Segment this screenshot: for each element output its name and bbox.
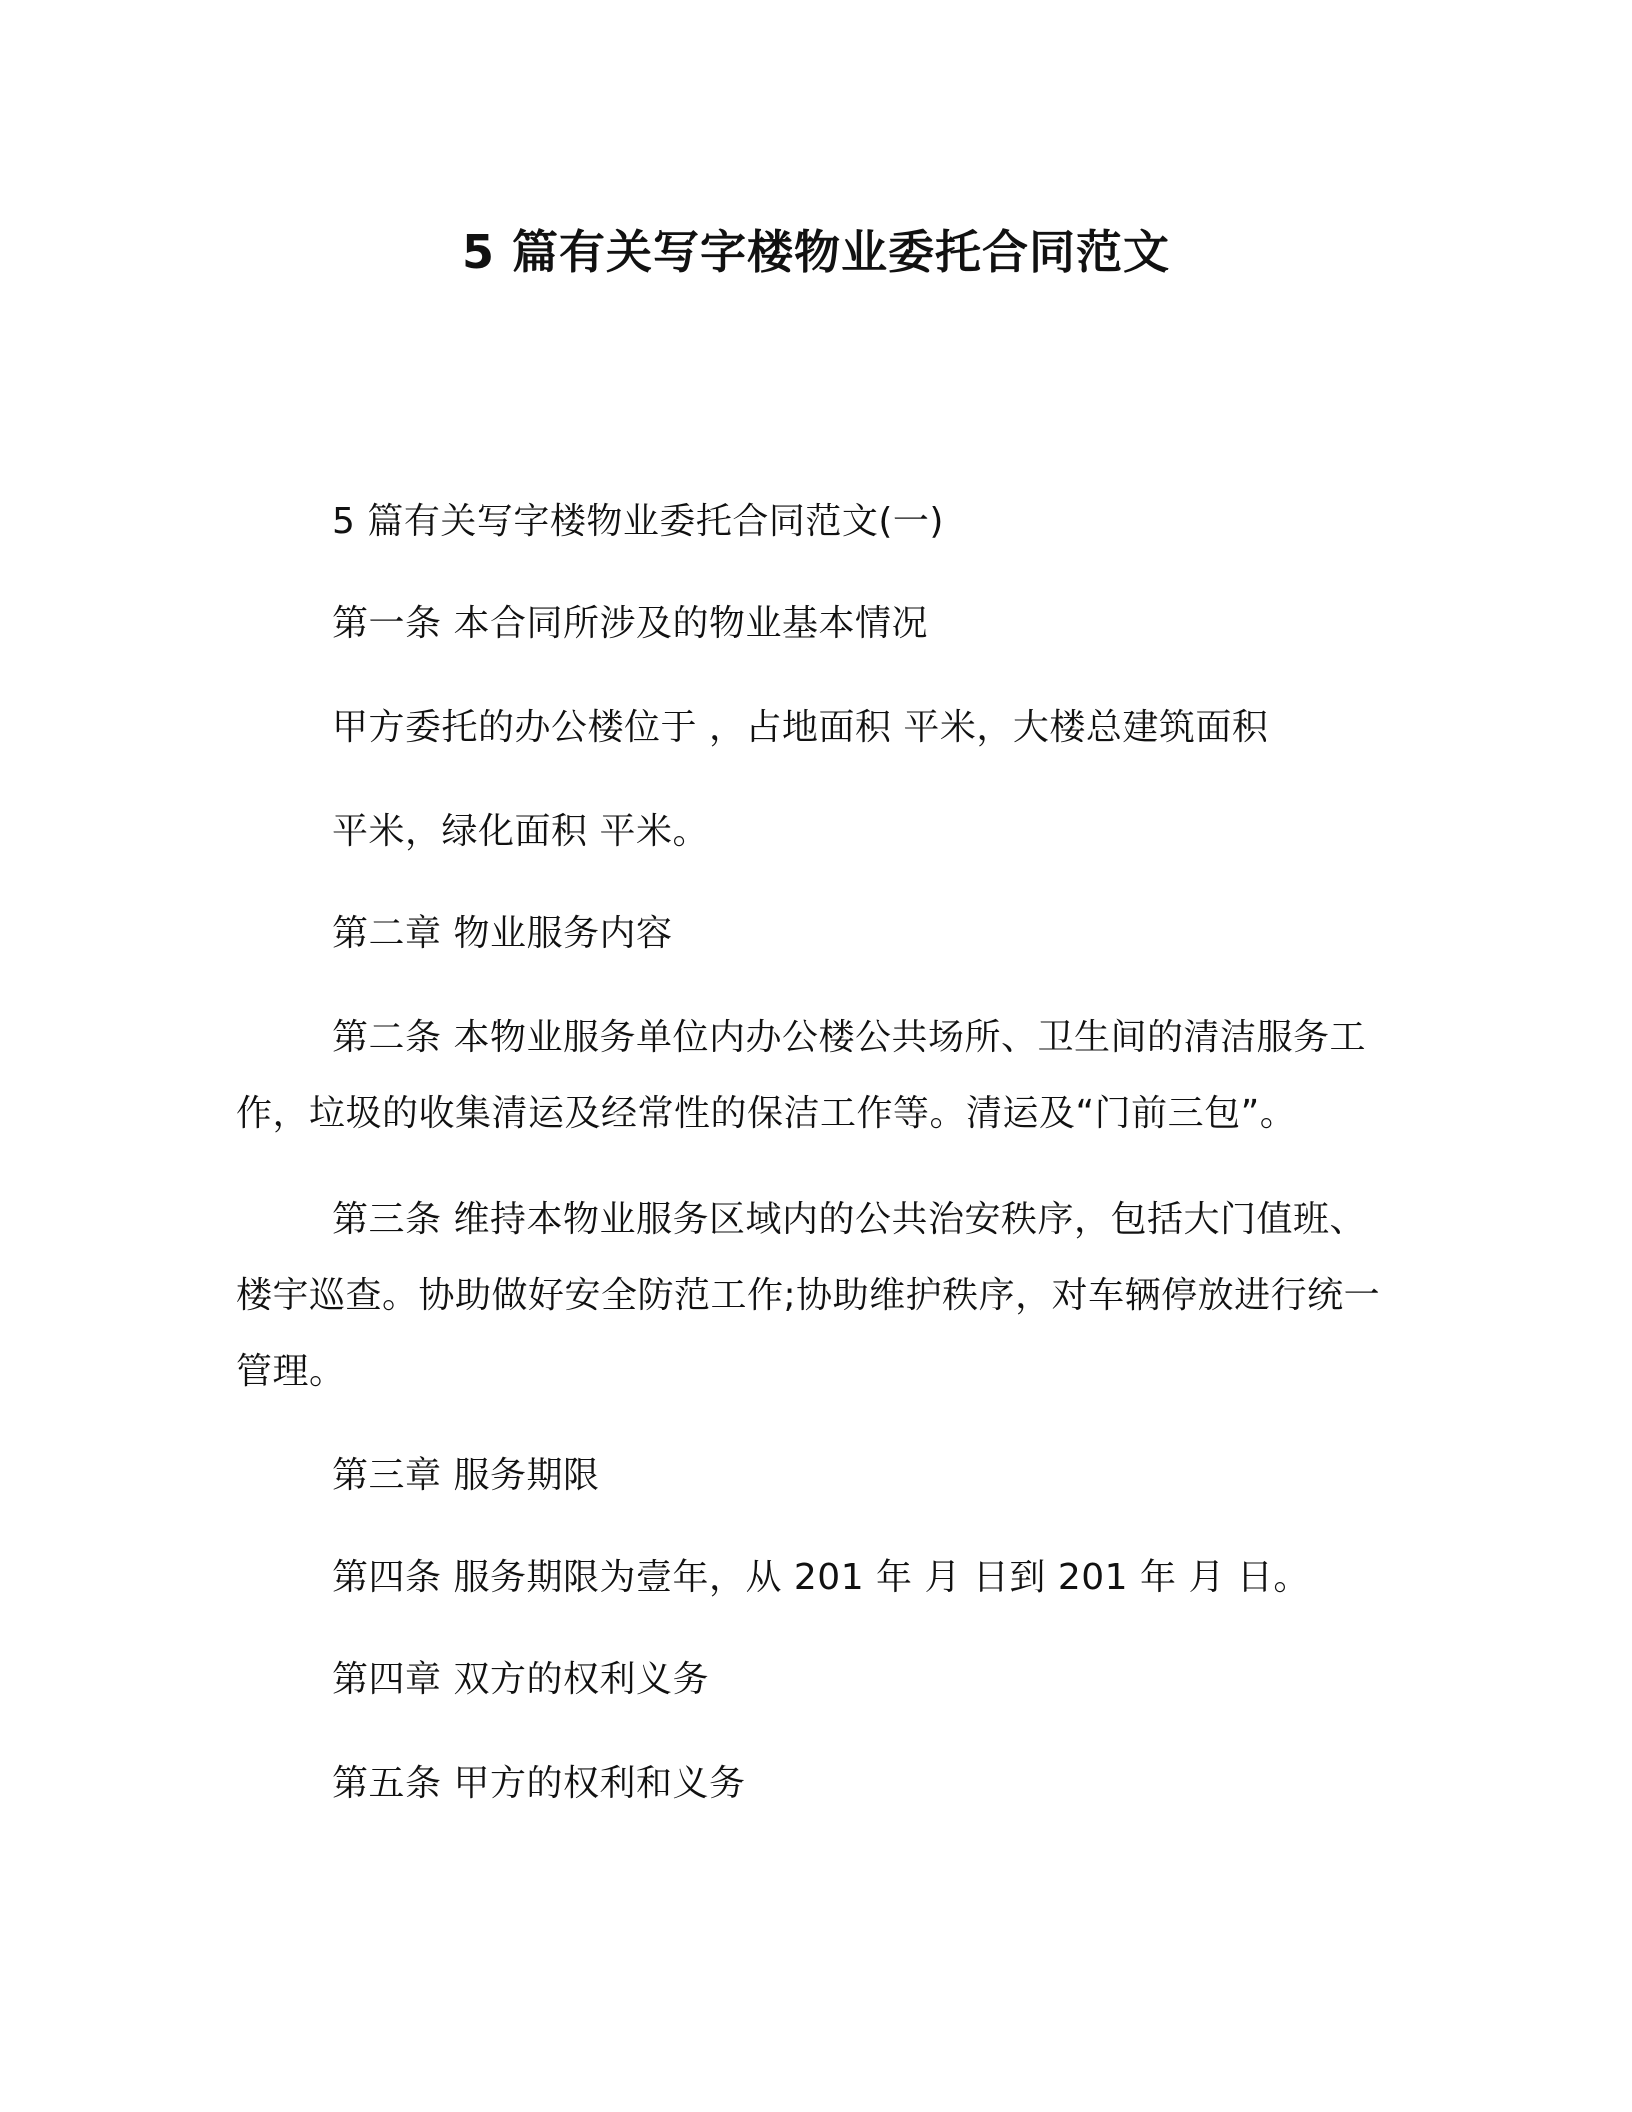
article-3-paragraph: 第三条 维持本物业服务区域内的公共治安秩序，包括大门值班、楼宇巡查。协助做好安全防范工作;协助维护秩序，对车辆停放进行统一管理。 xyxy=(236,1199,1381,1392)
article-5-heading: 第五条 甲方的权利和义务 xyxy=(332,1763,746,1804)
paragraph-green-area: 平米，绿化面积 平米。 xyxy=(332,811,709,852)
chapter-4-heading: 第四章 双方的权利义务 xyxy=(332,1659,709,1700)
document-title: 5 篇有关写字楼物业委托合同范文 xyxy=(461,225,1171,279)
article-4-paragraph: 第四条 服务期限为壹年，从 201 年 月 日到 201 年 月 日。 xyxy=(332,1557,1310,1598)
chapter-2-heading: 第二章 物业服务内容 xyxy=(332,913,673,954)
paragraph-property-location: 甲方委托的办公楼位于 ，占地面积 平米，大楼总建筑面积 xyxy=(332,707,1269,748)
chapter-3-heading: 第三章 服务期限 xyxy=(332,1455,600,1496)
article-1-heading: 第一条 本合同所涉及的物业基本情况 xyxy=(332,603,928,644)
article-2-paragraph: 第二条 本物业服务单位内办公楼公共场所、卫生间的清洁服务工作，垃圾的收集清运及经常性的保洁工作等。清运及“门前三包”。 xyxy=(236,1017,1366,1134)
section-heading-1: 5 篇有关写字楼物业委托合同范文(一) xyxy=(332,501,944,542)
